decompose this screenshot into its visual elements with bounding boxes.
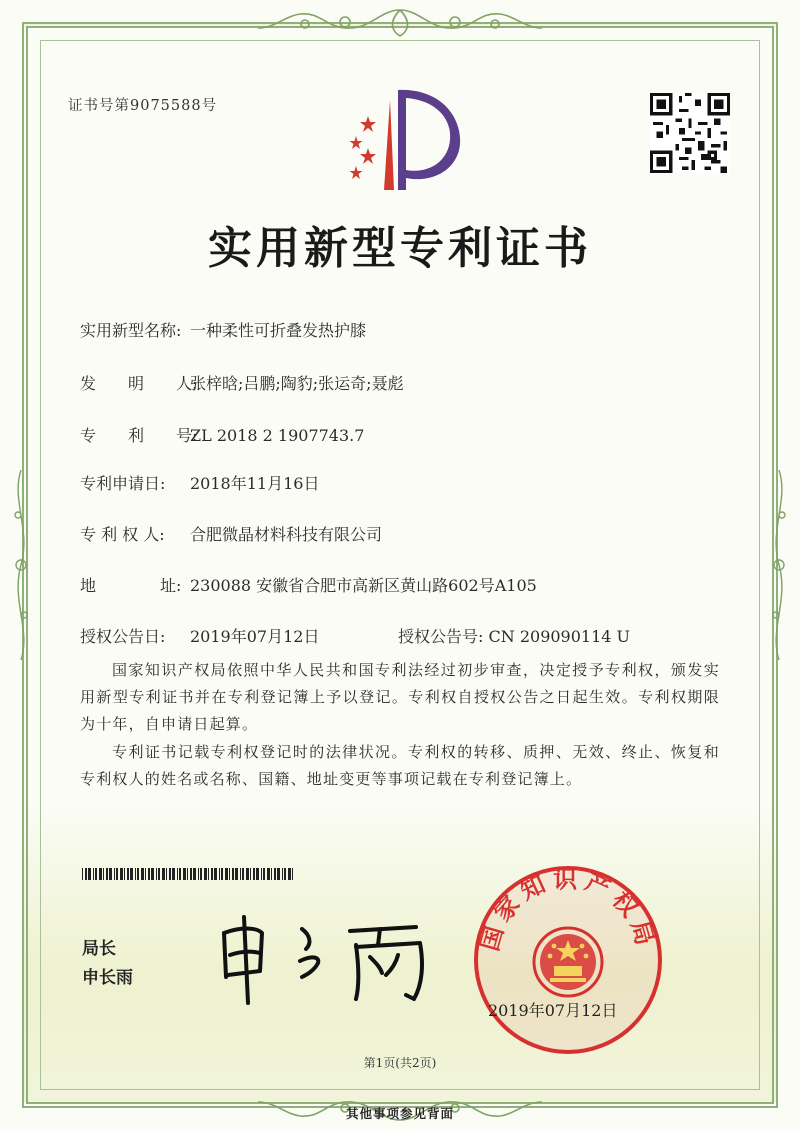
barcode-bar	[156, 868, 157, 880]
barcode-bar	[232, 868, 234, 880]
barcode-bar	[95, 868, 97, 880]
barcode-bar	[99, 868, 102, 880]
barcode-bar	[162, 868, 165, 880]
barcode	[82, 868, 294, 880]
barcode-bar	[253, 868, 255, 880]
barcode-bar	[225, 868, 228, 880]
barcode-bar	[127, 868, 129, 880]
barcode-bar	[277, 868, 280, 880]
qr-code	[650, 93, 730, 173]
page-number: 第1页(共2页)	[363, 1056, 437, 1070]
barcode-bar	[106, 868, 108, 880]
inventor-label: 发 明 人:	[80, 374, 198, 393]
barcode-bar	[141, 868, 144, 880]
filing-date-label: 专利申请日:	[80, 474, 166, 493]
barcode-bar	[166, 868, 167, 880]
address-value: 230088 安徽省合肥市高新区黄山路602号A105	[190, 576, 537, 595]
barcode-bar	[114, 868, 115, 880]
patentee-label: 专 利 权 人:	[80, 525, 165, 544]
grant-number-row	[398, 624, 630, 647]
utility-model-name-value: 一种柔性可折叠发热护膝	[190, 321, 367, 340]
grant-date-row	[80, 624, 319, 647]
barcode-bar	[183, 868, 186, 880]
address-row	[80, 573, 537, 596]
barcode-bar	[229, 868, 230, 880]
barcode-bar	[169, 868, 171, 880]
barcode-bar	[240, 868, 241, 880]
filing-date-value: 2018年11月16日	[190, 474, 320, 493]
barcode-bar	[179, 868, 181, 880]
barcode-bar	[103, 868, 104, 880]
right-ornament	[764, 470, 794, 660]
address-label: 地 址:	[80, 576, 182, 595]
barcode-bar	[172, 868, 175, 880]
official-seal	[470, 862, 666, 1058]
inventor-value: 张梓晗;吕鹏;陶豹;张运奇;聂彪	[190, 374, 404, 393]
top-ornament	[250, 4, 550, 44]
barcode-bar	[124, 868, 125, 880]
barcode-bar	[274, 868, 276, 880]
barcode-bar	[187, 868, 188, 880]
national-emblem-icon	[534, 928, 602, 996]
barcode-bar	[267, 868, 270, 880]
left-ornament	[6, 470, 36, 660]
barcode-bar	[256, 868, 259, 880]
utility-model-name-row	[80, 318, 366, 341]
patent-number-label: 专 利 号:	[80, 426, 198, 445]
seal-date: 2019年07月12日	[488, 1001, 618, 1020]
barcode-bar	[221, 868, 223, 880]
back-note: 其他事项参见背面	[345, 1106, 454, 1121]
barcode-bar	[158, 868, 160, 880]
barcode-bar	[208, 868, 209, 880]
barcode-bar	[250, 868, 251, 880]
certificate-title: 实用新型专利证书	[208, 223, 592, 274]
barcode-bar	[85, 868, 87, 880]
barcode-bar	[135, 868, 136, 880]
barcode-bar	[151, 868, 154, 880]
barcode-bar	[204, 868, 207, 880]
barcode-bar	[261, 868, 262, 880]
grant-date-label: 授权公告日:	[80, 627, 166, 646]
barcode-bar	[271, 868, 272, 880]
seal-text: 国家知识产权局	[475, 865, 661, 955]
barcode-bar	[177, 868, 178, 880]
barcode-bar	[214, 868, 217, 880]
barcode-bar	[263, 868, 265, 880]
utility-model-name-label: 实用新型名称:	[80, 321, 182, 340]
patentee-value: 合肥微晶材料科技有限公司	[190, 525, 383, 544]
legal-status-paragraph: 专利证书记载专利权登记时的法律状况。专利权的转移、质押、无效、终止、恢复和专利权人的姓名或名称、国籍、地址变更等事项记载在专利登记簿上。	[80, 743, 720, 788]
barcode-bar	[120, 868, 123, 880]
director-name: 申长雨	[82, 968, 133, 988]
barcode-bar	[200, 868, 202, 880]
barcode-bar	[219, 868, 220, 880]
barcode-bar	[145, 868, 146, 880]
grant-number-label: 授权公告号:	[398, 627, 484, 646]
barcode-bar	[211, 868, 213, 880]
barcode-bar	[235, 868, 238, 880]
barcode-bar	[193, 868, 196, 880]
director-signature	[210, 905, 450, 1005]
patent-number-value: ZL 2018 2 1907743.7	[190, 426, 365, 445]
patentee-row	[80, 522, 382, 545]
grant-number-value: CN 209090114 U	[488, 627, 631, 646]
barcode-bar	[93, 868, 94, 880]
barcode-bar	[82, 868, 83, 880]
certificate-number: 证书号第9075588号	[68, 98, 218, 114]
cnipa-logo-icon	[340, 86, 462, 196]
barcode-bar	[116, 868, 118, 880]
director-title: 局长	[82, 939, 116, 959]
grant-date-value: 2019年07月12日	[190, 627, 320, 646]
inventor-row	[80, 371, 404, 394]
barcode-bar	[148, 868, 150, 880]
patent-number-row	[80, 423, 364, 446]
barcode-bar	[292, 868, 293, 880]
barcode-bar	[130, 868, 133, 880]
barcode-bar	[109, 868, 112, 880]
barcode-bar	[284, 868, 286, 880]
barcode-bar	[282, 868, 283, 880]
barcode-bar	[242, 868, 244, 880]
barcode-bar	[198, 868, 199, 880]
barcode-bar	[246, 868, 249, 880]
filing-date-row	[80, 471, 319, 494]
barcode-bar	[288, 868, 291, 880]
barcode-bar	[88, 868, 91, 880]
barcode-bar	[137, 868, 139, 880]
grant-statement-paragraph: 国家知识产权局依照中华人民共和国专利法经过初步审查，决定授予专利权，颁发实用新型专利证书并在专利登记簿上予以登记。专利权自授权公告之日起生效。专利权期限为十年，自申请日起算。	[80, 661, 720, 733]
barcode-bar	[190, 868, 192, 880]
